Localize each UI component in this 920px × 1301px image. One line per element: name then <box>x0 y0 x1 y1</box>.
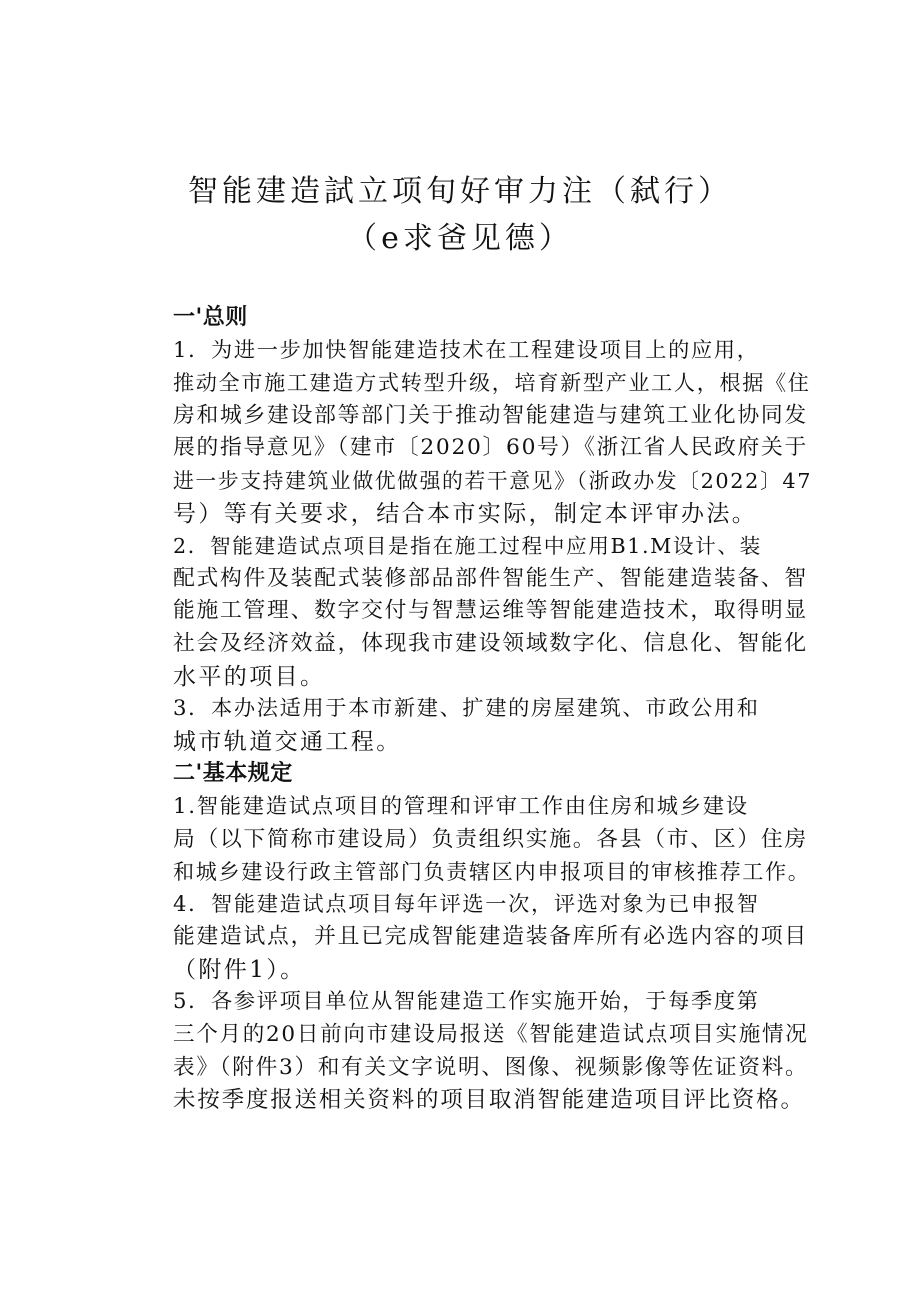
section-heading-general: 一'总则 <box>173 305 248 330</box>
paragraph-line: 未按季度报送相关资料的项目取消智能建造项目评比资格。 <box>173 1087 805 1114</box>
paragraph-line: 能建造试点，并且已完成智能建造装备库所有必选内容的项目 <box>173 924 808 950</box>
paragraph-line: 推动全市施工建造方式转型升级，培育新型产业工人，根据《住 <box>173 370 811 396</box>
paragraph-line: 房和城乡建设部等部门关于推动智能建造与建筑工业化协同发 <box>173 402 808 428</box>
paragraph-line: 2．智能建造试点项目是指在施工过程中应用B1.M设计、装 <box>173 534 762 559</box>
paragraph-line: 1.智能建造试点项目的管理和评审工作由住房和城乡建设 <box>173 793 749 819</box>
paragraph-line: 表》（附件3）和有关文字说明、图像、视频影像等佐证资料。 <box>173 1054 809 1080</box>
paragraph-line: 展的指导意见》（建市〔2020〕60号）《浙江省人民政府关于 <box>173 435 808 461</box>
paragraph-line: 号）等有关要求，结合本市实际，制定本评审办法。 <box>173 500 758 527</box>
paragraph-line: 和城乡建设行政主管部门负责辖区内申报项目的审核推荐工作。 <box>173 859 811 885</box>
paragraph-1-2 <box>123 530 808 693</box>
paragraph-line: 进一步支持建筑业做优做强的若干意见》（浙政办发〔2022〕47 <box>173 468 813 493</box>
paragraph-line: 1．为进一步加快智能建造技术在工程建设项目上的应用， <box>173 337 760 363</box>
document-subtitle: （e求爸见德） <box>347 221 573 256</box>
paragraph-2-1 <box>123 791 811 889</box>
document-title: 智能建造試立项旬好审力注（弑行） <box>188 174 732 209</box>
paragraph-1-3 <box>123 693 803 758</box>
paragraph-1-1 <box>123 335 813 531</box>
paragraph-line: 局（以下简称市建设局）负责组织实施。各县（市、区）住房 <box>173 826 808 852</box>
paragraph-line: 城市轨道交通工程。 <box>173 728 402 755</box>
paragraph-2-2 <box>123 889 808 987</box>
paragraph-line: （附件1）。 <box>173 956 306 983</box>
section-heading-basic-rules: 二'基本规定 <box>173 761 293 787</box>
paragraph-line: 5．各参评项目单位从智能建造工作实施开始，于每季度第 <box>173 989 760 1015</box>
paragraph-line: 能施工管理、数字交付与智慧运维等智能建造技术，取得明显 <box>173 598 808 624</box>
paragraph-line: 三个月的20日前向市建设局报送《智能建造试点项目实施情况 <box>173 1022 809 1048</box>
document-body <box>123 302 813 1117</box>
paragraph-line: 社会及经济效益，体现我市建设领域数字化、信息化、智能化 <box>173 630 808 656</box>
paragraph-line: 水平的项目。 <box>173 663 326 690</box>
paragraph-2-3 <box>123 986 809 1116</box>
paragraph-line: 3．本办法适用于本市新建、扩建的房屋建筑、市政公用和 <box>173 696 760 722</box>
paragraph-line: 配式构件及装配式装修部品部件智能生产、智能建造装备、智 <box>173 565 808 591</box>
paragraph-line: 4．智能建造试点项目每年评选一次，评选对象为已申报智 <box>173 891 760 917</box>
